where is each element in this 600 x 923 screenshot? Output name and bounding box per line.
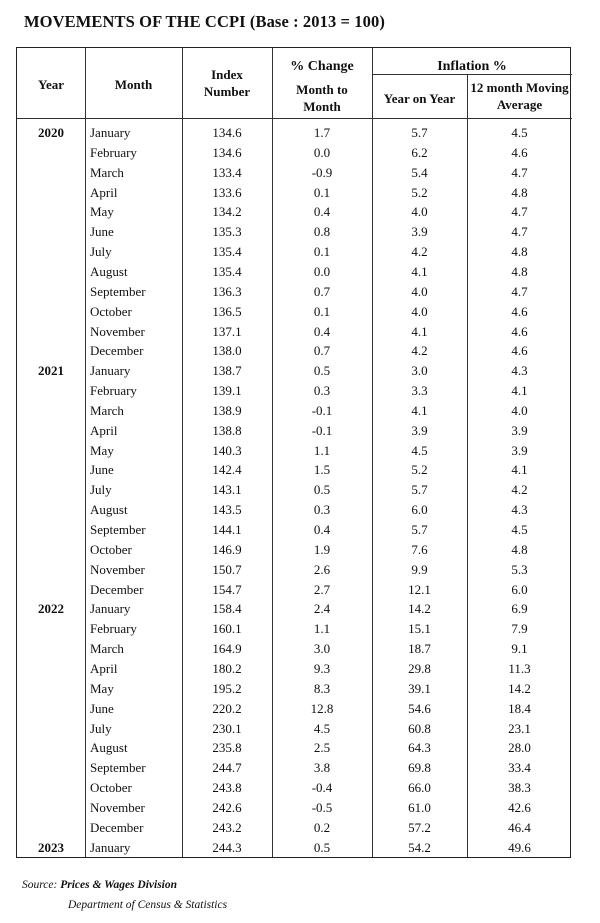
- mtm-cell: 0.1: [313, 184, 331, 200]
- mtm-cell: 8.3: [313, 680, 331, 696]
- index-cell: 134.2: [212, 204, 242, 220]
- table-row: [17, 639, 572, 659]
- yoy-cell: 4.2: [411, 343, 428, 359]
- index-cell: 135.4: [212, 263, 242, 279]
- yoy-cell: 6.0: [411, 502, 428, 518]
- mtm-cell: 0.1: [313, 303, 331, 319]
- mtm-cell: 9.3: [313, 660, 331, 676]
- index-cell: 135.3: [212, 224, 242, 240]
- month-cell: January: [90, 839, 131, 855]
- month-cell: October: [90, 541, 132, 557]
- mtm-cell: 2.6: [313, 561, 331, 577]
- mtm-cell: 0.2: [313, 819, 331, 835]
- moving-average-cell: 7.9: [511, 621, 528, 637]
- table-row: [17, 798, 572, 818]
- table-row: [17, 163, 572, 183]
- yoy-cell: 9.9: [411, 561, 428, 577]
- mtm-cell: 1.7: [313, 125, 331, 140]
- table-row: [17, 619, 572, 639]
- mtm-cell: 0.3: [313, 383, 331, 399]
- yoy-cell: 5.7: [411, 522, 428, 537]
- table-row: [17, 222, 572, 242]
- source-label: Source:: [22, 879, 58, 891]
- yoy-cell: 29.8: [408, 660, 431, 676]
- moving-average-cell: 28.0: [508, 740, 531, 756]
- month-cell: February: [90, 383, 137, 399]
- moving-average-cell: 4.8: [511, 244, 528, 260]
- month-cell: July: [90, 720, 112, 736]
- ccpi-table: [16, 47, 571, 858]
- moving-average-cell: 38.3: [508, 780, 531, 796]
- month-cell: April: [90, 422, 118, 438]
- moving-average-cell: 9.1: [511, 641, 528, 657]
- mtm-cell: 1.5: [313, 462, 331, 478]
- moving-average-cell: 4.7: [511, 224, 528, 240]
- mtm-cell: 0.5: [313, 839, 331, 855]
- year-cell: 2021: [38, 363, 64, 379]
- mtm-cell: 0.4: [313, 522, 331, 537]
- table-row: [17, 202, 572, 222]
- month-cell: July: [90, 482, 112, 498]
- mtm-cell: 2.4: [313, 601, 331, 617]
- index-cell: 143.5: [212, 502, 242, 518]
- index-cell: 160.1: [212, 621, 242, 637]
- header-month-to-month: Month to Month: [296, 82, 348, 114]
- table-row: [17, 480, 572, 500]
- moving-average-cell: 4.3: [511, 502, 528, 518]
- header-index-number: Index Number: [203, 67, 251, 99]
- yoy-cell: 4.5: [411, 442, 428, 458]
- moving-average-cell: 46.4: [508, 819, 531, 835]
- table-row: [17, 778, 572, 798]
- month-cell: August: [90, 740, 128, 756]
- moving-average-cell: 4.7: [511, 164, 528, 180]
- table-row: [17, 341, 572, 361]
- header-month: Month: [114, 77, 153, 92]
- moving-average-cell: 4.6: [511, 343, 528, 359]
- table-row: [17, 838, 572, 858]
- mtm-cell: 0.0: [313, 263, 331, 279]
- yoy-cell: 64.3: [408, 740, 431, 756]
- mtm-cell: 1.1: [313, 621, 331, 637]
- moving-average-cell: 3.9: [511, 442, 528, 458]
- moving-average-cell: 4.7: [511, 204, 528, 220]
- month-cell: January: [90, 125, 131, 140]
- table-row: [17, 262, 572, 282]
- month-cell: September: [90, 522, 146, 537]
- month-cell: February: [90, 621, 137, 637]
- index-cell: 244.7: [212, 760, 242, 776]
- header-inflation: Inflation %: [437, 59, 507, 74]
- header-year-on-year: Year on Year: [383, 91, 456, 106]
- index-cell: 140.3: [212, 442, 242, 458]
- table-row: [17, 322, 572, 342]
- index-cell: 142.4: [212, 462, 242, 478]
- table-row: [17, 580, 572, 600]
- index-cell: 143.1: [212, 482, 242, 498]
- index-cell: 146.9: [212, 541, 242, 557]
- index-cell: 138.8: [212, 422, 242, 438]
- index-cell: 138.0: [212, 343, 242, 359]
- month-cell: May: [90, 204, 114, 220]
- yoy-cell: 18.7: [408, 641, 431, 657]
- moving-average-cell: 18.4: [508, 700, 531, 716]
- mtm-cell: 0.5: [313, 363, 331, 379]
- yoy-cell: 15.1: [408, 621, 431, 637]
- yoy-cell: 39.1: [408, 680, 431, 696]
- month-cell: April: [90, 660, 118, 676]
- index-cell: 164.9: [212, 641, 242, 657]
- month-cell: June: [90, 700, 114, 716]
- page-title: MOVEMENTS OF THE CCPI (Base : 2013 = 100): [24, 12, 385, 31]
- mtm-cell: -0.5: [311, 799, 333, 815]
- index-cell: 135.4: [212, 244, 242, 260]
- moving-average-cell: 23.1: [508, 720, 531, 736]
- table-row: [17, 421, 572, 441]
- yoy-cell: 3.3: [411, 383, 428, 399]
- moving-average-cell: 4.5: [511, 125, 528, 140]
- month-cell: August: [90, 263, 128, 279]
- month-cell: December: [90, 819, 144, 835]
- yoy-cell: 5.7: [411, 482, 428, 498]
- header-moving-average: 12 month Moving Average: [470, 80, 569, 112]
- index-cell: 134.6: [212, 144, 242, 160]
- table-row: [17, 560, 572, 580]
- moving-average-cell: 4.6: [511, 323, 528, 339]
- table-row: [17, 183, 572, 203]
- year-cell: 2022: [38, 601, 64, 617]
- index-cell: 243.8: [212, 780, 242, 796]
- month-cell: June: [90, 462, 114, 478]
- month-cell: January: [90, 601, 131, 617]
- month-cell: January: [90, 363, 131, 379]
- moving-average-cell: 4.3: [511, 363, 528, 379]
- moving-average-cell: 5.3: [511, 561, 528, 577]
- table-row: [17, 302, 572, 322]
- yoy-cell: 4.1: [411, 263, 428, 279]
- moving-average-cell: 4.7: [511, 283, 528, 299]
- table-row: [17, 361, 572, 381]
- yoy-cell: 60.8: [408, 720, 431, 736]
- table-row: [17, 679, 572, 699]
- moving-average-cell: 4.0: [511, 402, 528, 418]
- yoy-cell: 69.8: [408, 760, 431, 776]
- moving-average-cell: 4.1: [511, 383, 528, 399]
- mtm-cell: 3.0: [313, 641, 331, 657]
- mtm-cell: 2.7: [313, 581, 331, 597]
- table-row: [17, 143, 572, 163]
- index-cell: 139.1: [212, 383, 242, 399]
- month-cell: November: [90, 561, 145, 577]
- year-cell: 2020: [38, 125, 64, 140]
- yoy-cell: 66.0: [408, 780, 431, 796]
- mtm-cell: -0.9: [311, 164, 333, 180]
- month-cell: September: [90, 760, 146, 776]
- table-row: [17, 123, 572, 143]
- table-row: [17, 699, 572, 719]
- index-cell: 235.8: [212, 740, 242, 756]
- index-cell: 243.2: [212, 819, 242, 835]
- month-cell: July: [90, 244, 112, 260]
- mtm-cell: 1.9: [313, 541, 331, 557]
- yoy-cell: 6.2: [411, 144, 428, 160]
- moving-average-cell: 4.2: [511, 482, 528, 498]
- index-cell: 154.7: [212, 581, 242, 597]
- table-row: [17, 500, 572, 520]
- mtm-cell: 12.8: [310, 700, 334, 716]
- index-cell: 195.2: [212, 680, 242, 696]
- month-cell: September: [90, 283, 146, 299]
- yoy-cell: 4.1: [411, 402, 428, 418]
- index-cell: 136.5: [212, 303, 242, 319]
- yoy-cell: 54.2: [408, 839, 431, 855]
- mtm-cell: 2.5: [313, 740, 331, 756]
- yoy-cell: 3.0: [411, 363, 428, 379]
- year-cell: 2023: [38, 839, 64, 855]
- month-cell: February: [90, 144, 137, 160]
- mtm-cell: -0.1: [311, 402, 333, 418]
- mtm-cell: 3.8: [313, 760, 331, 776]
- table-row: [17, 282, 572, 302]
- yoy-cell: 5.2: [411, 184, 428, 200]
- yoy-cell: 5.7: [411, 125, 428, 140]
- index-cell: 134.6: [212, 125, 242, 140]
- moving-average-cell: 6.0: [511, 581, 528, 597]
- index-cell: 138.7: [212, 363, 242, 379]
- index-cell: 180.2: [212, 660, 242, 676]
- yoy-cell: 4.1: [411, 323, 428, 339]
- month-cell: June: [90, 224, 114, 240]
- moving-average-cell: 14.2: [508, 680, 531, 696]
- yoy-cell: 14.2: [408, 601, 431, 617]
- table-row: [17, 540, 572, 560]
- yoy-cell: 4.0: [411, 303, 428, 319]
- index-cell: 133.6: [212, 184, 242, 200]
- source-division: Prices & Wages Division: [60, 879, 178, 891]
- month-cell: March: [90, 641, 124, 657]
- mtm-cell: 0.0: [313, 144, 331, 160]
- yoy-cell: 12.1: [408, 581, 431, 597]
- mtm-cell: -0.1: [311, 422, 333, 438]
- table-row: [17, 738, 572, 758]
- mtm-cell: 0.4: [313, 204, 331, 220]
- moving-average-cell: 49.6: [508, 839, 531, 855]
- moving-average-cell: 4.8: [511, 541, 528, 557]
- moving-average-cell: 4.1: [511, 462, 528, 478]
- source-department: Department of Census & Statistics: [68, 899, 228, 911]
- month-cell: May: [90, 680, 114, 696]
- month-cell: March: [90, 402, 124, 418]
- mtm-cell: 0.3: [313, 502, 331, 518]
- index-cell: 136.3: [212, 283, 242, 299]
- yoy-cell: 4.0: [411, 204, 428, 220]
- index-cell: 144.1: [212, 522, 242, 537]
- month-cell: December: [90, 343, 144, 359]
- month-cell: November: [90, 799, 145, 815]
- header-pct-change: % Change: [290, 59, 354, 74]
- source-line: [22, 879, 177, 891]
- moving-average-cell: 33.4: [508, 760, 531, 776]
- yoy-cell: 4.0: [411, 283, 428, 299]
- table-row: [17, 520, 572, 540]
- index-cell: 244.3: [212, 839, 242, 855]
- header-year: Year: [38, 77, 64, 92]
- mtm-cell: 0.8: [313, 224, 331, 240]
- table-row: [17, 401, 572, 421]
- mtm-cell: 4.5: [313, 720, 331, 736]
- index-cell: 150.7: [212, 561, 242, 577]
- index-cell: 242.6: [212, 799, 242, 815]
- table-row: [17, 381, 572, 401]
- mtm-cell: -0.4: [311, 780, 333, 796]
- index-cell: 138.9: [212, 402, 242, 418]
- table-row: [17, 719, 572, 739]
- yoy-cell: 61.0: [408, 799, 431, 815]
- index-cell: 230.1: [212, 720, 242, 736]
- month-cell: November: [90, 323, 145, 339]
- mtm-cell: 0.1: [313, 244, 331, 260]
- moving-average-cell: 6.9: [511, 601, 528, 617]
- table-row: [17, 460, 572, 480]
- moving-average-cell: 42.6: [508, 799, 531, 815]
- moving-average-cell: 11.3: [508, 660, 531, 676]
- mtm-cell: 0.7: [313, 343, 331, 359]
- index-cell: 158.4: [212, 601, 242, 617]
- mtm-cell: 1.1: [313, 442, 331, 458]
- yoy-cell: 5.2: [411, 462, 428, 478]
- month-cell: October: [90, 303, 132, 319]
- month-cell: August: [90, 502, 128, 518]
- month-cell: March: [90, 164, 124, 180]
- table-row: [17, 599, 572, 619]
- yoy-cell: 54.6: [408, 700, 431, 716]
- month-cell: May: [90, 442, 114, 458]
- mtm-cell: 0.4: [313, 323, 331, 339]
- header-bottom-line: [17, 118, 572, 119]
- month-cell: December: [90, 581, 144, 597]
- moving-average-cell: 4.5: [511, 522, 528, 537]
- yoy-cell: 4.2: [411, 244, 428, 260]
- moving-average-cell: 4.6: [511, 144, 528, 160]
- table-row: [17, 659, 572, 679]
- yoy-cell: 3.9: [411, 224, 428, 240]
- table-row: [17, 242, 572, 262]
- yoy-cell: 7.6: [411, 541, 428, 557]
- moving-average-cell: 4.6: [511, 303, 528, 319]
- index-cell: 220.2: [212, 700, 242, 716]
- table-row: [17, 758, 572, 778]
- moving-average-cell: 3.9: [511, 422, 528, 438]
- moving-average-cell: 4.8: [511, 263, 528, 279]
- yoy-cell: 57.2: [408, 819, 431, 835]
- mtm-cell: 0.5: [313, 482, 331, 498]
- table-row: [17, 441, 572, 461]
- index-cell: 133.4: [212, 164, 242, 180]
- index-cell: 137.1: [212, 323, 242, 339]
- month-cell: October: [90, 780, 132, 796]
- moving-average-cell: 4.8: [511, 184, 528, 200]
- table-row: [17, 818, 572, 838]
- month-cell: April: [90, 184, 118, 200]
- mtm-cell: 0.7: [313, 283, 331, 299]
- yoy-cell: 5.4: [411, 164, 428, 180]
- yoy-cell: 3.9: [411, 422, 428, 438]
